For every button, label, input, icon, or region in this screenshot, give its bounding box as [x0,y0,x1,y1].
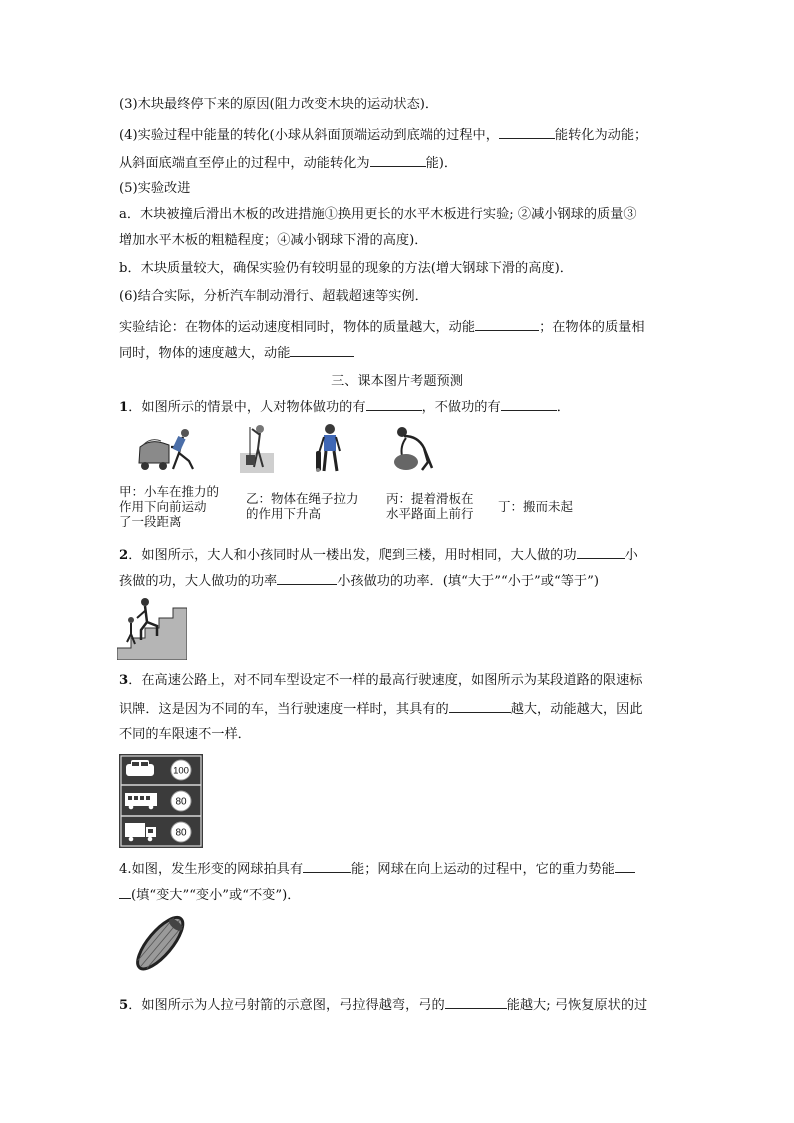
text-line-5a: a．木块被撞后滑出木板的改进措施①换用更长的水平木板进行实验; ②减小钢球的质量③ [119,207,637,222]
question-number: 1 [119,400,129,415]
text-line-3: (3)木块最终停下来的原因(阻力改变木块的运动状态)． [119,97,439,112]
conclusion-line-2 [119,342,679,363]
answer-blank[interactable] [475,316,539,331]
caption-jia [119,484,219,529]
pushing-cart-illustration [135,425,200,473]
answer-blank[interactable] [499,124,555,139]
question-2-cont [119,570,679,591]
question-3-cont [119,698,679,719]
question-4 [119,858,679,879]
question-number: 3 [119,673,129,688]
caption-jia-line1: 甲：小车在推力的 [119,484,220,499]
line-4b-tail: 能)． [425,156,458,171]
limit-car: 100 [173,765,189,777]
line-4b-text: 从斜面底端直至停止的过程中，动能转化为 [119,156,370,171]
answer-blank[interactable] [119,884,131,899]
caption-yi-line2: 的作用下升高 [246,506,322,521]
caption-bing-line2: 水平路面上前行 [386,506,474,521]
question-3 [119,672,679,690]
q3-text-a: ．在高速公路上，对不同车型设定不一样的最高行驶速度，如图所示为某段道路的限速标 [128,673,643,688]
question-1 [119,396,679,417]
q1-text-a: ．如图所示的情景中，人对物体做功的有 [128,400,366,415]
q2-text-b: 小 [624,548,638,563]
q4-text-a: 4.如图，发生形变的网球拍具有 [119,862,304,877]
question-5 [119,994,679,1015]
section-title: 三、课本图片考题预测 [331,374,463,389]
stair-climbing-illustration [117,598,187,660]
q2-text-d: 小孩做功的功率．(填“大于”“小于”或“等于”) [337,574,599,589]
caption-bing [386,491,474,521]
caption-jia-line3: 了一段距离 [119,514,182,529]
q1-text-c: ． [556,400,570,415]
q5-text-a: ．如图所示为人拉弓射箭的示意图，弓拉得越弯，弓的 [128,998,445,1013]
question-number: 2 [119,548,129,563]
q1-text-b: ，不做功的有 [421,400,501,415]
caption-yi-line1: 乙：物体在绳子拉力 [246,491,359,506]
text-line-4b [119,152,679,173]
q4-text-c: (填“变大”“变小”或“不变”)． [131,888,301,903]
text-line-5a-cont: 增加水平木板的粗糙程度；④减小钢球下滑的高度)． [119,233,428,248]
answer-blank[interactable] [277,570,337,585]
conclusion-line-1 [119,316,679,337]
q4-text-b: 能；网球在向上运动的过程中，它的重力势能 [351,862,615,877]
question-3-cont2: 不同的车限速不一样． [119,727,251,742]
conclusion-text-c: 同时，物体的速度越大，动能 [119,346,291,361]
skateboard-walking-illustration [313,423,347,475]
caption-bing-line1: 丙：提着滑板在 [386,491,474,506]
q5-text-b: 能越大; 弓恢复原状的过 [506,998,648,1013]
answer-blank[interactable] [615,858,635,873]
question-2 [119,544,679,565]
question-4-cont [119,884,679,905]
text-line-6: (6)结合实际，分析汽车制动滑行、超载超速等实例． [119,289,428,304]
limit-bus: 80 [175,796,187,808]
text-line-5: (5)实验改进 [119,181,191,196]
q3-text-b: 识牌．这是因为不同的车，当行驶速度一样时，其具有的 [119,702,449,717]
answer-blank[interactable] [370,152,426,167]
conclusion-text-b: ；在物体的质量相 [539,320,645,335]
tennis-racket-illustration [122,912,192,982]
text-line-4 [119,124,679,145]
answer-blank[interactable] [449,698,511,713]
line-4-tail: 能转化为动能； [554,128,648,143]
answer-blank[interactable] [303,858,351,873]
caption-ding: 丁：搬而未起 [498,499,574,514]
caption-yi [246,491,359,521]
text-line-5b: b．木块质量较大，确保实验仍有较明显的现象的方法(增大钢球下滑的高度)． [119,261,573,276]
answer-blank[interactable] [290,342,354,357]
q2-text-a: ．如图所示，大人和小孩同时从一楼出发，爬到三楼，用时相同，大人做的功 [128,548,577,563]
caption-jia-line2: 作用下向前运动 [119,499,207,514]
q3-text-c: 越大，动能越大，因此 [510,702,643,717]
answer-blank[interactable] [577,544,625,559]
answer-blank[interactable] [501,396,557,411]
q2-text-c: 孩做的功，大人做功的功率 [119,574,278,589]
line-4-text: (4)实验过程中能量的转化(小球从斜面顶端运动到底端的过程中， [119,128,499,143]
rope-lifting-illustration [240,423,274,473]
question-number: 5 [119,998,129,1013]
answer-blank[interactable] [366,396,422,411]
speed-limit-sign [119,754,203,848]
limit-truck: 80 [175,827,187,839]
conclusion-text-a: 实验结论：在物体的运动速度相同时，物体的质量越大，动能 [119,320,476,335]
lifting-rock-illustration [388,426,438,472]
answer-blank[interactable] [445,994,507,1009]
